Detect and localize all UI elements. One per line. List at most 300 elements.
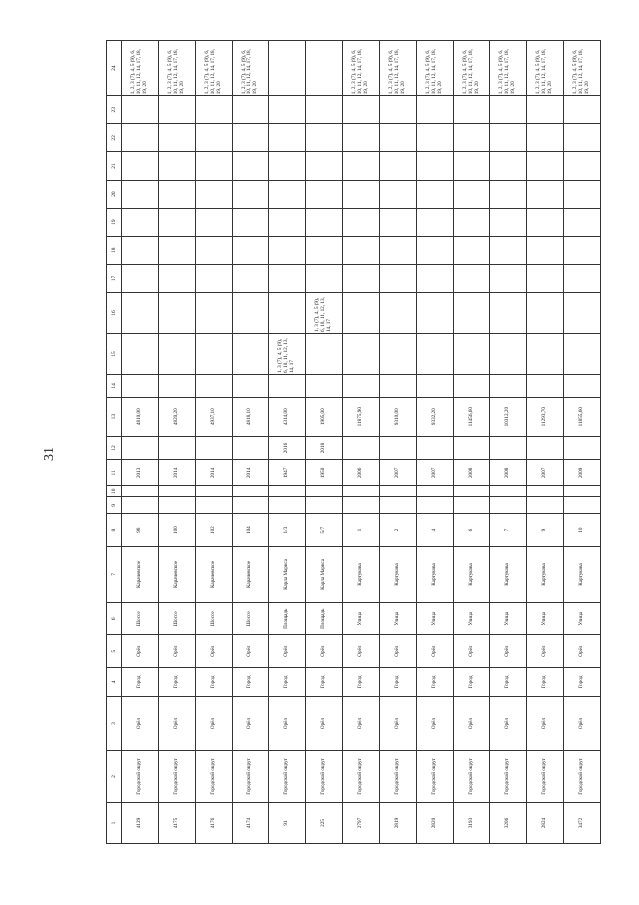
table-cell [269, 124, 306, 152]
table-cell [306, 124, 343, 152]
table-cell [158, 180, 195, 208]
table-cell: Картукова [379, 546, 416, 602]
table-cell [453, 436, 490, 460]
table-cell: Городской округ [232, 751, 269, 803]
table-cell: Орёл [122, 635, 159, 667]
table-cell [306, 236, 343, 264]
table-cell [195, 264, 232, 292]
table-cell [122, 208, 159, 236]
table-cell: Городской округ [158, 751, 195, 803]
table-cell [453, 375, 490, 398]
table-cell: 11456,60 [453, 397, 490, 436]
table-cell [490, 124, 527, 152]
table-cell: Город [564, 667, 601, 696]
table-cell: Орёл [195, 697, 232, 751]
table-cell [527, 96, 564, 124]
table-cell [195, 236, 232, 264]
table-cell: 98 [122, 514, 159, 546]
table-cell [416, 436, 453, 460]
table-cell: 1, 2, 3 (7), 4, 5 (9), 6, 10, 11, 12, 14, 17, 18, 19, 20 [564, 41, 601, 96]
table-cell [343, 236, 380, 264]
table-cell: 2008 [453, 460, 490, 486]
table-cell: 1947 [269, 460, 306, 486]
table-cell: 1, 2, 3 (7), 4, 5 (9), 6, 10, 11, 12, 14, 17, 18, 19, 20 [527, 41, 564, 96]
table-cell [379, 497, 416, 514]
table-cell [527, 152, 564, 180]
table-cell [122, 180, 159, 208]
table-cell [527, 436, 564, 460]
table-cell [195, 497, 232, 514]
table-cell: 9 [527, 514, 564, 546]
table-cell: 9310,00 [379, 397, 416, 436]
table-cell [195, 208, 232, 236]
column-header-5: 5 [107, 635, 122, 667]
column-header-9: 9 [107, 497, 122, 514]
table-cell [232, 497, 269, 514]
table-cell [269, 486, 306, 497]
table-cell [416, 292, 453, 333]
table-cell: Город [269, 667, 306, 696]
table-cell: 91 [269, 802, 306, 843]
table-cell [490, 375, 527, 398]
table-row [527, 41, 564, 844]
table-cell [453, 124, 490, 152]
table-cell [379, 264, 416, 292]
table-cell [269, 152, 306, 180]
table-cell: Картукова [527, 546, 564, 602]
table-cell: Шоссе [195, 603, 232, 635]
table-cell [232, 375, 269, 398]
table-cell: 2009 [564, 460, 601, 486]
table-cell: 1, 2, 3 (7), 4, 5 (9), 6, 10, 11, 12, 14, 17, 18, 19, 20 [158, 41, 195, 96]
table-cell: Карачевское [122, 546, 159, 602]
table-cell: Улица [527, 603, 564, 635]
table-cell: Городской округ [453, 751, 490, 803]
table-cell [527, 264, 564, 292]
table-cell: 2014 [232, 460, 269, 486]
table-cell [490, 236, 527, 264]
table-cell: 2820 [416, 802, 453, 843]
table-cell [158, 436, 195, 460]
table-cell: 2014 [195, 460, 232, 486]
table-cell [379, 236, 416, 264]
table-cell [564, 436, 601, 460]
table-cell [343, 292, 380, 333]
table-cell [564, 264, 601, 292]
table-cell [306, 375, 343, 398]
table-cell [269, 180, 306, 208]
table-cell [232, 264, 269, 292]
table-cell [122, 486, 159, 497]
table-cell: 11293,70 [527, 397, 564, 436]
table-cell [269, 96, 306, 124]
table-cell [195, 96, 232, 124]
table-cell: 11875,90 [343, 397, 380, 436]
table-cell: Городской округ [122, 751, 159, 803]
table-row [343, 41, 380, 844]
table-cell: Городской округ [379, 751, 416, 803]
table-cell: Улица [416, 603, 453, 635]
table-cell [379, 375, 416, 398]
table-cell: Орёл [564, 635, 601, 667]
table-cell [379, 333, 416, 374]
table-cell [564, 124, 601, 152]
table-cell: Орёл [564, 697, 601, 751]
table-cell [195, 333, 232, 374]
table-cell [527, 486, 564, 497]
table-cell [122, 124, 159, 152]
table-cell: Орёл [232, 635, 269, 667]
table-row [232, 41, 269, 844]
table-cell: Орёл [158, 697, 195, 751]
table-cell: 2824 [527, 802, 564, 843]
table-cell [490, 486, 527, 497]
column-header-7: 7 [107, 546, 122, 602]
table-cell [343, 436, 380, 460]
table-cell: Городской округ [269, 751, 306, 803]
table-cell [490, 436, 527, 460]
table-cell: Орёл [269, 635, 306, 667]
table-cell: 3472 [564, 802, 601, 843]
table-cell [416, 486, 453, 497]
table-cell: Орёл [379, 697, 416, 751]
table-cell: 4174 [232, 802, 269, 843]
table-cell [158, 375, 195, 398]
table-cell: 104 [232, 514, 269, 546]
table-cell [343, 486, 380, 497]
table-cell: Орёл [343, 697, 380, 751]
housing-registry-table [106, 40, 601, 844]
registry-table-wrapper [106, 40, 601, 844]
table-cell: 10312,20 [490, 397, 527, 436]
table-cell: 4314,00 [269, 397, 306, 436]
table-cell: Городской округ [527, 751, 564, 803]
column-header-21: 21 [107, 152, 122, 180]
column-header-2: 2 [107, 751, 122, 803]
table-cell: Городской округ [416, 751, 453, 803]
table-row [379, 41, 416, 844]
table-cell [269, 497, 306, 514]
table-cell [232, 333, 269, 374]
table-cell [343, 180, 380, 208]
table-cell [122, 375, 159, 398]
table-cell: 2013 [122, 460, 159, 486]
table-cell: 10 [564, 514, 601, 546]
table-cell [122, 236, 159, 264]
table-cell [306, 333, 343, 374]
table-cell: 2819 [379, 802, 416, 843]
table-cell: Улица [453, 603, 490, 635]
table-cell [269, 264, 306, 292]
table-cell: 11855,60 [564, 397, 601, 436]
table-cell [379, 208, 416, 236]
table-cell [343, 96, 380, 124]
table-cell [306, 264, 343, 292]
table-cell: Орёл [232, 697, 269, 751]
table-cell: Орёл [490, 697, 527, 751]
table-cell: 1, 2, 3 (7), 4, 5 (9), 6, 10, 11, 12, 14, 17, 18, 19, 20 [379, 41, 416, 96]
table-row [122, 41, 159, 844]
table-cell [453, 236, 490, 264]
table-cell: 1, 2, 3 (7), 4, 5 (9), 6, 10, 11, 12, 14, 17, 18, 19, 20 [416, 41, 453, 96]
table-cell [269, 236, 306, 264]
table-cell [232, 436, 269, 460]
table-cell: Улица [490, 603, 527, 635]
table-cell: 2007 [527, 460, 564, 486]
column-header-16: 16 [107, 292, 122, 333]
table-cell: 3206 [490, 802, 527, 843]
table-cell [490, 497, 527, 514]
column-header-19: 19 [107, 208, 122, 236]
table-cell [122, 436, 159, 460]
table-cell: 2008 [490, 460, 527, 486]
table-cell: 2 [379, 514, 416, 546]
table-cell: 225 [306, 802, 343, 843]
table-cell: 4937,10 [195, 397, 232, 436]
table-cell [195, 180, 232, 208]
column-header-22: 22 [107, 124, 122, 152]
table-cell [379, 96, 416, 124]
table-cell: Город [453, 667, 490, 696]
table-cell: Карачевское [195, 546, 232, 602]
column-header-6: 6 [107, 603, 122, 635]
column-header-3: 3 [107, 697, 122, 751]
table-cell: Город [122, 667, 159, 696]
table-cell [122, 96, 159, 124]
table-cell [490, 292, 527, 333]
table-cell: Орёл [453, 697, 490, 751]
table-cell [453, 264, 490, 292]
table-cell [232, 208, 269, 236]
column-header-14: 14 [107, 375, 122, 398]
table-cell [343, 333, 380, 374]
table-cell: Карачевское [232, 546, 269, 602]
table-cell [453, 497, 490, 514]
table-cell: 4820,20 [158, 397, 195, 436]
table-cell: Шоссе [158, 603, 195, 635]
table-cell: Улица [564, 603, 601, 635]
table-cell: 1905,00 [306, 397, 343, 436]
table-cell: Картукова [343, 546, 380, 602]
table-cell [122, 497, 159, 514]
table-cell [416, 208, 453, 236]
table-cell [453, 333, 490, 374]
table-cell [527, 497, 564, 514]
table-cell: Город [306, 667, 343, 696]
page-number: 31 [42, 447, 57, 461]
table-cell [158, 152, 195, 180]
table-cell [122, 292, 159, 333]
table-cell [195, 486, 232, 497]
table-cell: Орёл [343, 635, 380, 667]
table-cell [379, 486, 416, 497]
table-cell [527, 292, 564, 333]
table-cell: Город [232, 667, 269, 696]
column-header-10: 10 [107, 486, 122, 497]
table-cell [490, 152, 527, 180]
table-cell [306, 152, 343, 180]
table-cell: Орёл [158, 635, 195, 667]
table-cell: Городской округ [343, 751, 380, 803]
table-cell: Город [343, 667, 380, 696]
table-cell [527, 333, 564, 374]
column-header-18: 18 [107, 236, 122, 264]
table-cell [416, 497, 453, 514]
table-cell: Город [379, 667, 416, 696]
table-cell [158, 208, 195, 236]
table-cell [416, 180, 453, 208]
table-cell: Орёл [195, 635, 232, 667]
table-cell: Город [416, 667, 453, 696]
table-cell: 2014 [158, 460, 195, 486]
table-cell: 1, 2, 3 (7), 4, 5 (9), 6, 10, 11, 12, 14, 17, 18, 19, 20 [343, 41, 380, 96]
table-cell: Орёл [490, 635, 527, 667]
table-cell [379, 180, 416, 208]
table-cell: Город [527, 667, 564, 696]
table-cell [158, 486, 195, 497]
column-header-1: 1 [107, 802, 122, 843]
table-cell: Орёл [269, 697, 306, 751]
table-row [269, 41, 306, 844]
table-cell [232, 96, 269, 124]
table-cell [453, 152, 490, 180]
column-header-8: 8 [107, 514, 122, 546]
table-cell [158, 124, 195, 152]
table-cell: Орёл [527, 635, 564, 667]
table-cell [379, 292, 416, 333]
header-row [107, 41, 122, 844]
table-cell [564, 152, 601, 180]
table-cell [379, 436, 416, 460]
table-cell [490, 96, 527, 124]
table-cell [453, 208, 490, 236]
table-cell: Орёл [306, 635, 343, 667]
table-cell [306, 96, 343, 124]
table-cell: Город [490, 667, 527, 696]
table-cell: Город [158, 667, 195, 696]
column-header-20: 20 [107, 180, 122, 208]
table-cell: Улица [343, 603, 380, 635]
table-cell [269, 292, 306, 333]
table-cell [232, 180, 269, 208]
table-cell: 1, 2, 3 (7), 4, 5 (9), 6, 10, 11, 12, 14, 17, 18, 19, 20 [490, 41, 527, 96]
table-cell [453, 96, 490, 124]
table-cell: Орёл [306, 697, 343, 751]
table-cell [269, 208, 306, 236]
table-cell [343, 264, 380, 292]
table-cell [564, 333, 601, 374]
table-cell: 102 [195, 514, 232, 546]
table-cell [453, 292, 490, 333]
table-cell [158, 292, 195, 333]
table-cell: 4175 [158, 802, 195, 843]
table-cell [416, 124, 453, 152]
table-cell [232, 152, 269, 180]
table-cell: 4176 [195, 802, 232, 843]
table-cell [416, 375, 453, 398]
table-cell: 5/7 [306, 514, 343, 546]
table-cell [490, 264, 527, 292]
table-cell [564, 180, 601, 208]
table-cell: 2007 [416, 460, 453, 486]
table-cell [490, 333, 527, 374]
table-cell: Площадь [269, 603, 306, 635]
table-cell: Орёл [453, 635, 490, 667]
table-cell [158, 497, 195, 514]
table-cell: Шоссе [232, 603, 269, 635]
table-cell [564, 96, 601, 124]
table-cell: 2007 [379, 460, 416, 486]
table-row [453, 41, 490, 844]
table-cell [564, 292, 601, 333]
table-cell [416, 333, 453, 374]
table-cell [269, 41, 306, 96]
table-cell [453, 180, 490, 208]
table-cell: 1, 3 (7), 4, 5 (9), 6, 10, 11, 12, 13, 14, 17 [306, 292, 343, 333]
table-cell [564, 497, 601, 514]
table-cell: Картукова [490, 546, 527, 602]
table-cell: Орёл [416, 635, 453, 667]
table-cell [527, 208, 564, 236]
table-cell [122, 264, 159, 292]
table-cell [306, 497, 343, 514]
table-cell [158, 236, 195, 264]
table-cell: 2018 [306, 436, 343, 460]
table-cell [453, 486, 490, 497]
table-cell [564, 375, 601, 398]
table-row [195, 41, 232, 844]
table-cell: Картукова [416, 546, 453, 602]
table-cell [379, 152, 416, 180]
column-header-4: 4 [107, 667, 122, 696]
column-header-15: 15 [107, 333, 122, 374]
table-cell [306, 486, 343, 497]
table-row [416, 41, 453, 844]
table-cell [195, 124, 232, 152]
table-cell: Карла Маркса [269, 546, 306, 602]
column-header-12: 12 [107, 436, 122, 460]
table-cell [232, 124, 269, 152]
table-cell: Орёл [379, 635, 416, 667]
table-cell [527, 124, 564, 152]
table-cell [269, 375, 306, 398]
table-cell: 4818,10 [232, 397, 269, 436]
table-cell: 3193 [453, 802, 490, 843]
table-cell: 1/3 [269, 514, 306, 546]
table-cell: Город [195, 667, 232, 696]
table-cell [195, 375, 232, 398]
table-cell [379, 124, 416, 152]
table-cell: 1 [343, 514, 380, 546]
table-cell: Площадь [306, 603, 343, 635]
column-header-23: 23 [107, 96, 122, 124]
table-cell [122, 333, 159, 374]
table-cell [527, 375, 564, 398]
table-cell: 1, 2, 3 (7), 4, 5 (9), 6, 10, 11, 12, 14, 17, 18, 19, 20 [195, 41, 232, 96]
table-row [306, 41, 343, 844]
table-cell [564, 236, 601, 264]
table-cell: 9332,20 [416, 397, 453, 436]
table-cell [490, 180, 527, 208]
column-header-24: 24 [107, 41, 122, 96]
table-cell: Городской округ [490, 751, 527, 803]
table-cell: 2797 [343, 802, 380, 843]
table-cell [232, 486, 269, 497]
table-cell [232, 236, 269, 264]
column-header-13: 13 [107, 397, 122, 436]
column-header-17: 17 [107, 264, 122, 292]
table-cell [416, 264, 453, 292]
